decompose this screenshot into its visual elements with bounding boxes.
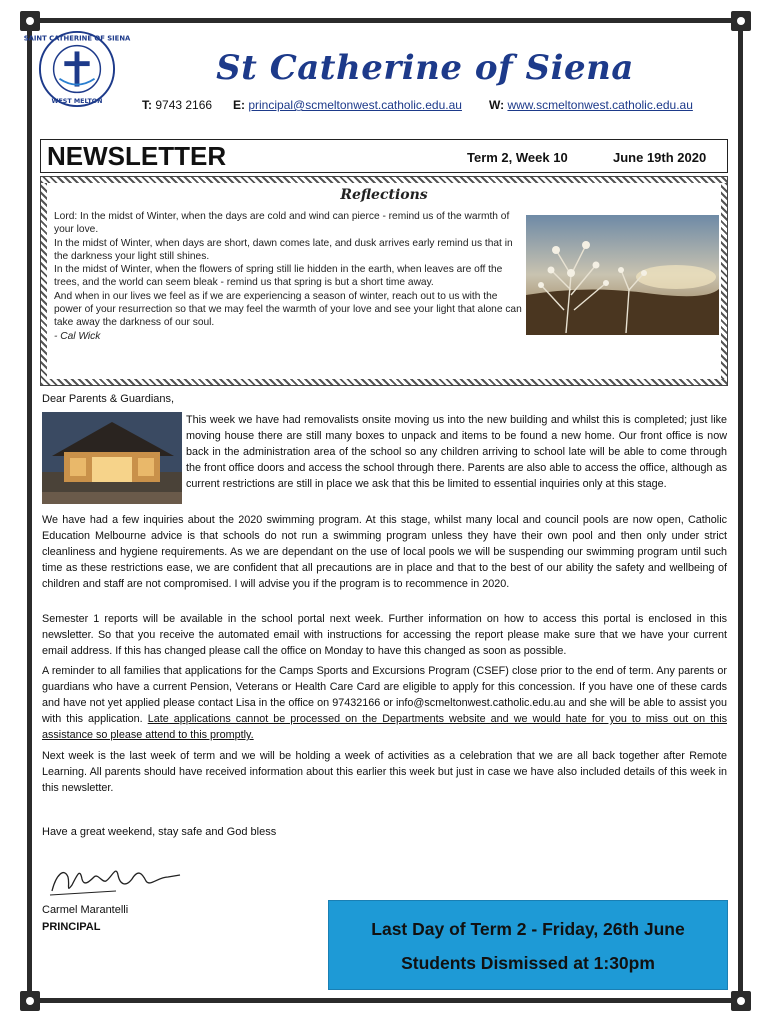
svg-text:SAINT CATHERINE OF SIENA: SAINT CATHERINE OF SIENA — [23, 34, 131, 43]
frame-top — [32, 18, 738, 23]
frame-corner — [20, 11, 40, 31]
reflections-box — [40, 176, 728, 386]
signatory-role: PRINCIPAL — [42, 921, 101, 933]
issue-date: June 19th 2020 — [613, 150, 707, 165]
reflection-line: In the midst of Winter, when the flowers of spring still lie hidden in the earth, when leaves are off the trees, and the world can seem bleak - remind us that spring is but a short time away. — [54, 264, 503, 289]
school-building-photo — [42, 412, 182, 504]
paragraph-swimming: We have had a few inquiries about the 2020 swimming program. At this stage, whilst many local and council pools are now open, Catholic Education Melbourne advice is that schools do not run a swimming program unless they have their own pool and then only under strict cleanliness and hygiene requirements. As we are dependant on the use of local pools we will be suspending our swimming program until such time as these restrictions ease, we are confident that all precautions are in place and that to the best of our ability the safety and wellbeing of children and staff are not compromised. I will advise you if the program is to recommence in 2020. — [42, 514, 727, 590]
email-link[interactable]: principal@scmeltonwest.catholic.edu.au — [248, 98, 462, 112]
paragraph-csef: A reminder to all families that applications for the Camps Sports and Excursions Program (CSEF) close prior to the end of term. Any parents or guardians who have a current Pension, Veterans or Health Care Card are eligible to apply for this concession. If you have one of these cards and have not yet applied please contact Lisa in the office on 97432166 or info@scmeltonwest.catholic.edu.au and she will be able to assist you with this application. Late applications cannot be processed on the Departments website and we would hate for you to miss out on this assistance so please attend to this promptly. — [42, 665, 727, 741]
reflection-author: - Cal Wick — [54, 330, 101, 342]
svg-text:WEST MELTON: WEST MELTON — [51, 98, 103, 106]
greeting: Dear Parents & Guardians, — [42, 393, 175, 405]
frame-left — [27, 22, 32, 1002]
csef-deadline-note: Late applications cannot be processed on the Departments website and we would hate for you to miss out on this assistance so please attend to this promptly. — [42, 713, 727, 741]
closing-line: Have a great weekend, stay safe and God bless — [42, 826, 277, 838]
phone-contact: T: 9743 2166 — [142, 98, 213, 112]
frame-corner — [20, 991, 40, 1011]
newsletter-title: NEWSLETTER — [47, 141, 227, 171]
winter-landscape-photo — [526, 215, 719, 335]
website-contact: W: www.scmeltonwest.catholic.edu.au — [489, 98, 693, 112]
reflection-line: Lord: In the midst of Winter, when the days are cold and wind can pierce - remind us of the warmth of your love. — [54, 211, 510, 236]
paragraph-moving: This week we have had removalists onsite moving us into the new building and whilst this is completed; just like moving house there are still many boxes to unpack and items to be found a new home. Our front office is now back in the administration area of the school so any children arriving to school late will be able to come through the front office doors and access the school through there. Parents are also able to access the office, although as current restrictions are still in place we ask that this be limited to essential inquiries only at this stage. — [186, 414, 727, 490]
paragraph-last-week: Next week is the last week of term and we will be holding a week of activities as a celebration that we are all back together after Remote Learning. All parents should have received information about this earlier this week but just in case we have also included details of this week in this newsletter. — [42, 750, 727, 794]
reflections-title: Reflections — [340, 187, 428, 203]
signatory-name: Carmel Marantelli — [42, 904, 129, 916]
principal-signature — [46, 855, 186, 901]
last-day-line: Last Day of Term 2 - Friday, 26th June — [371, 919, 685, 939]
last-day-notice — [328, 900, 728, 990]
frame-corner — [731, 11, 751, 31]
email-contact: E: principal@scmeltonwest.catholic.edu.au — [233, 98, 462, 112]
paragraph-reports: Semester 1 reports will be available in the school portal next week. Further information on how to access this portal is enclosed in this newsletter. So that you receive the automated email with instructions for accessing the report please make sure that we have your current email address. If this has changed please call the office on Monday to have this changed as soon as possible. — [42, 613, 727, 657]
dismissal-line: Students Dismissed at 1:30pm — [401, 953, 655, 973]
frame-corner — [731, 991, 751, 1011]
school-logo — [23, 30, 131, 108]
term-week: Term 2, Week 10 — [467, 150, 568, 165]
website-link[interactable]: www.scmeltonwest.catholic.edu.au — [507, 98, 693, 112]
reflection-line: And when in our lives we feel as if we are experiencing a season of winter, reach out to us with the power of your resurrection so that we may feel the warmth of your love and see your light that alone can take away the darkness of our soul. — [54, 290, 522, 329]
school-name: St Catherine of Siena — [216, 48, 634, 88]
frame-bottom — [32, 998, 738, 1003]
reflections-text — [54, 210, 526, 343]
newsletter-banner — [40, 139, 728, 173]
frame-right — [738, 22, 743, 1002]
reflection-line: In the midst of Winter, when days are short, dawn comes late, and dusk arrives early remind us that in the darkness your light still shines. — [54, 237, 513, 262]
